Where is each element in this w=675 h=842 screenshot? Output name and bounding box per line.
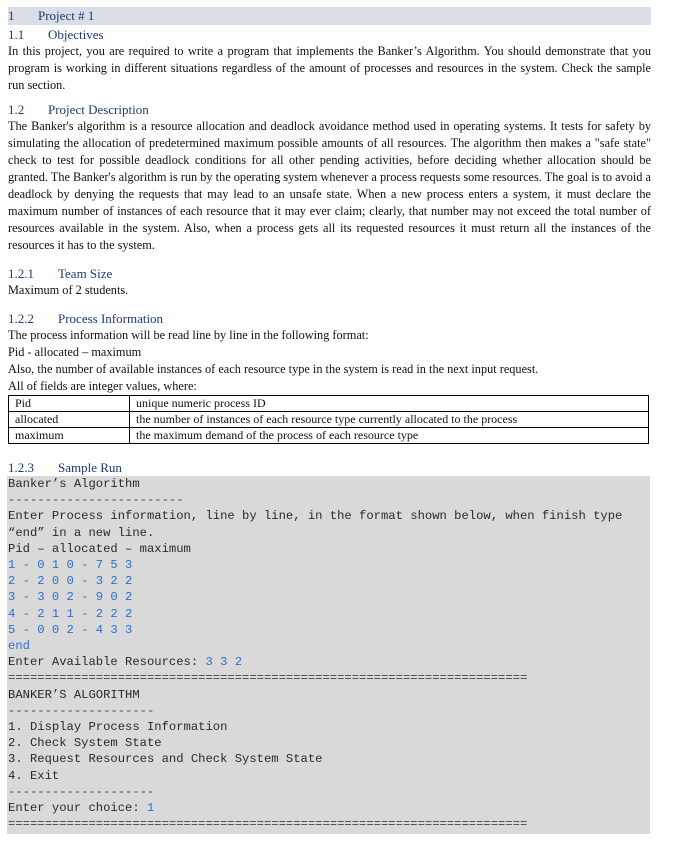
section-title: Project # 1 [38, 8, 95, 23]
sample-run-console [7, 476, 650, 834]
console-choice-line [8, 800, 650, 816]
menu-item: 1. Display Process Information [8, 720, 228, 735]
heading-sample-run [8, 460, 651, 476]
available-value: 3 3 2 [205, 655, 243, 670]
process-info-line: The process information will be read line by line in the following format: [8, 328, 369, 342]
process-info-line: Also, the number of available instances of each resource type in the system is read in the next input request. [8, 362, 539, 376]
menu-item: 3. Request Resources and Check System State [8, 752, 323, 767]
console-input-line: end [8, 639, 30, 654]
console-separator: ======================================================================= [8, 671, 528, 686]
console-input-line: 3 - 3 0 2 - 9 0 2 [8, 590, 133, 605]
console-input-line: 1 - 0 1 0 - 7 5 3 [8, 558, 133, 573]
heading-team-size [8, 266, 651, 282]
console-available-line [8, 654, 650, 670]
description-paragraph: The Banker's algorithm is a resource allocation and deadlock avoidance method used in operating systems. It tests for safety by simulating the allocation of predetermined maximum possible amounts of all resources. The algorithm then makes a "safe state" check to test for possible deadlock conditions for all other pending activities, before deciding whether allocation should be granted. The Banker's algorithm is run by the operating system whenever a process requests some resources. The goal is to avoid a deadlock by denying the requests that may lead to an unsafe state. When a new process enters a system, it must declare the maximum number of instances of each resource that it may ever claim; clearly, that number may not exceed the total number of resources available in the system. Also, when a process gets all its requested resources it must return all the instances of the resources it has to the system. [8, 119, 651, 252]
team-size-text: Maximum of 2 students. [8, 283, 129, 297]
heading-title: Team Size [58, 266, 113, 281]
console-separator: ------------------------ [8, 493, 184, 508]
heading-number: 1.2.1 [8, 266, 34, 281]
section-number: 1 [8, 8, 15, 23]
heading-title: Sample Run [58, 460, 122, 475]
field-name: maximum [9, 428, 130, 444]
console-prompt: Enter Process information, line by line, in the format shown below, when finish type [8, 509, 623, 524]
console-separator: -------------------- [8, 703, 155, 718]
console-title: Banker’s Algorithm [8, 477, 140, 491]
table-row [9, 412, 649, 428]
process-info-line: All of fields are integer values, where: [8, 379, 197, 393]
heading-number: 1.2.2 [8, 311, 34, 326]
field-name: allocated [9, 412, 130, 428]
console-prompt: “end” in a new line. [8, 525, 155, 540]
choice-label: Enter your choice: [8, 801, 147, 816]
console-input-line: 2 - 2 0 0 - 3 2 2 [8, 574, 133, 589]
heading-number: 1.2.3 [8, 460, 34, 475]
heading-objectives [8, 27, 651, 43]
objectives-paragraph: In this project, you are required to write a program that implements the Banker’s Algorithm. You should demonstrate that you program is working in different situations regardless of the amount of processes and resources in the system. Check the sample run section. [8, 44, 651, 92]
menu-item: 2. Check System State [8, 736, 162, 751]
field-description: the number of instances of each resource type currently allocated to the process [130, 412, 649, 428]
heading-title: Project Description [48, 102, 149, 117]
available-label: Enter Available Resources: [8, 655, 206, 670]
console-input-line: 5 - 0 0 2 - 4 3 3 [8, 622, 133, 637]
table-row [9, 428, 649, 444]
console-format: Pid – allocated – maximum [8, 541, 191, 556]
section-heading-project [8, 7, 651, 25]
choice-value: 1 [146, 801, 155, 816]
menu-item: 4. Exit [8, 768, 60, 783]
document-page [8, 7, 651, 834]
process-format-line: Pid - allocated – maximum [8, 345, 142, 359]
heading-process-information [8, 311, 651, 327]
heading-number: 1.1 [8, 27, 25, 42]
heading-title: Objectives [48, 27, 104, 42]
heading-project-description [8, 102, 651, 118]
heading-title: Process Information [58, 311, 164, 326]
field-description: unique numeric process ID [130, 396, 649, 412]
fields-table [8, 395, 649, 444]
console-separator: -------------------- [8, 784, 155, 799]
field-name: Pid [9, 396, 130, 412]
console-separator: ======================================================================= [8, 817, 528, 832]
menu-title: BANKER’S ALGORITHM [8, 687, 140, 702]
field-description: the maximum demand of the process of each resource type [130, 428, 649, 444]
console-input-line: 4 - 2 1 1 - 2 2 2 [8, 606, 133, 621]
heading-number: 1.2 [8, 102, 25, 117]
table-row [9, 396, 649, 412]
